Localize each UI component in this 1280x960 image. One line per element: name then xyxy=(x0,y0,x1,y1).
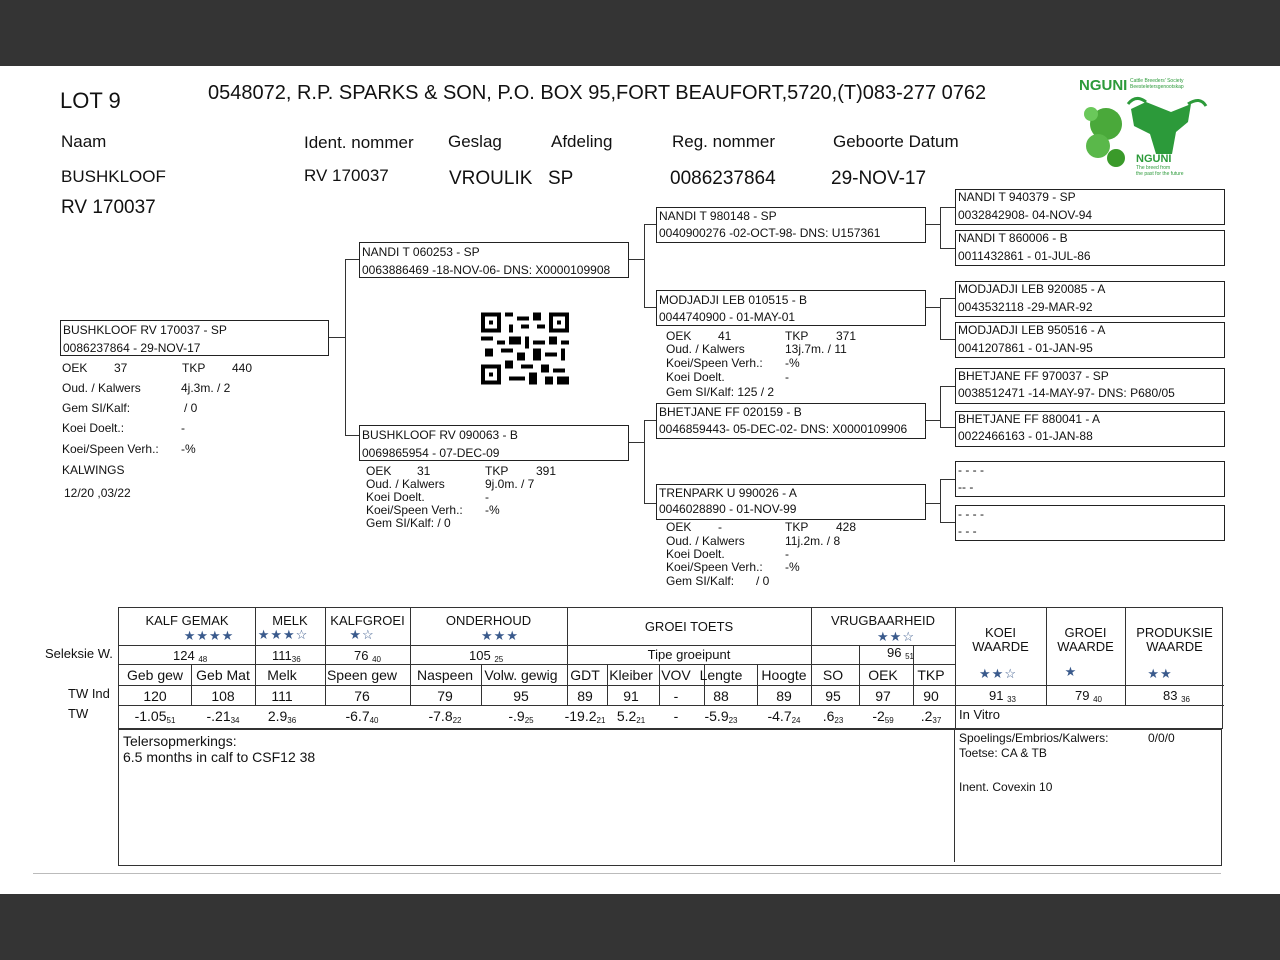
header-koei-waarde: KOEI WAARDE xyxy=(972,625,1029,655)
twind-groei xyxy=(1075,689,1102,704)
twind-sub: 33 xyxy=(1007,695,1016,704)
twind-value: 91 xyxy=(989,688,1004,703)
connector xyxy=(926,420,940,421)
animal-birthdate: 29-NOV-17 xyxy=(831,168,927,189)
stars-produksie: ★★ xyxy=(1147,666,1173,681)
tw-value: 5.2 xyxy=(616,708,637,724)
sel-sub: 36 xyxy=(291,655,301,664)
tw-value: -5.9 xyxy=(704,708,729,724)
tw-value: -2 xyxy=(872,708,885,724)
subject-box xyxy=(60,320,329,356)
twind-cell: 97 xyxy=(875,688,891,704)
gg-line1: NANDI T 940379 - SP xyxy=(958,190,1076,204)
sd-oud: 13j.7m. / 11 xyxy=(785,342,847,356)
sd-oek-label: OEK xyxy=(666,329,692,343)
remarks-box xyxy=(118,728,1222,866)
twind-value: 79 xyxy=(1075,688,1090,703)
col-header: SO xyxy=(822,667,844,683)
sel-sub: 48 xyxy=(198,655,208,664)
connector xyxy=(644,503,656,504)
animal-name: BUSHKLOOF xyxy=(61,167,166,186)
svg-text:The breed from: The breed from xyxy=(1136,165,1171,171)
subject-line2: 0086237864 - 29-NOV-17 xyxy=(63,341,201,355)
gg-line2: 0038512471 -14-MAY-97- DNS: P680/05 xyxy=(958,386,1175,400)
subject-line1: BUSHKLOOF RV 170037 - SP xyxy=(63,323,227,337)
gg-line1: BHETJANE FF 880041 - A xyxy=(958,412,1101,426)
tw-sub: 22 xyxy=(452,716,462,725)
subject-koei: - xyxy=(181,421,185,435)
subject-gem-label: Gem SI/Kalf: xyxy=(62,401,131,415)
tw-sub: 40 xyxy=(369,716,379,725)
tw-cell xyxy=(252,709,312,725)
dam-line2: 0069865954 - 07-DEC-09 xyxy=(362,446,500,460)
gg-box-7 xyxy=(955,461,1225,497)
gg-box-5 xyxy=(955,368,1225,404)
subject-kalwings: 12/20 ,03/22 xyxy=(64,486,131,500)
header-tipe-groeipunt: Tipe groeipunt xyxy=(647,647,731,662)
header-onderhoud: ONDERHOUD xyxy=(445,613,532,628)
sd-tkp: 371 xyxy=(836,329,857,343)
qr-code xyxy=(481,312,569,385)
sire-dam-box xyxy=(656,290,926,326)
tw-cell xyxy=(193,709,253,725)
subject-koei-label: Koei Doelt.: xyxy=(62,421,125,435)
twind-cell: 91 xyxy=(623,688,639,704)
col-header: Hoogte xyxy=(761,667,807,683)
dd-tkp: 428 xyxy=(836,520,857,534)
twind-cell: 89 xyxy=(776,688,792,704)
sel-vrugbaarheid xyxy=(887,646,914,661)
connector xyxy=(644,224,656,225)
label-reg: Reg. nommer xyxy=(672,132,775,151)
connector xyxy=(329,337,345,338)
dd-tkp-label: TKP xyxy=(785,520,809,534)
tw-sub: 34 xyxy=(230,716,240,725)
sd-oek: 41 xyxy=(718,329,732,343)
twind-sub: 40 xyxy=(1093,695,1102,704)
header-produksie-waarde: PRODUKSIE WAARDE xyxy=(1136,625,1213,655)
gg-box-2 xyxy=(955,230,1225,266)
gg-line1: NANDI T 860006 - B xyxy=(958,231,1068,245)
dam-tkp: 391 xyxy=(536,464,557,478)
connector xyxy=(940,298,955,299)
sd-koei: - xyxy=(785,370,789,384)
connector xyxy=(926,307,940,308)
tw-value: -.9 xyxy=(508,708,525,724)
dam-dam-box xyxy=(656,484,926,520)
twind-cell: 88 xyxy=(713,688,729,704)
label-afdeling: Afdeling xyxy=(551,132,613,151)
subject-oek-label: OEK xyxy=(62,361,88,375)
stars-onderhoud: ★★★ xyxy=(481,628,519,643)
tw-sub: 59 xyxy=(884,716,894,725)
sel-kalfgroei xyxy=(354,649,381,664)
label-naam: Naam xyxy=(61,132,107,151)
stars-vrugbaarheid: ★★☆ xyxy=(877,629,915,644)
row-label-tw: TW xyxy=(68,706,89,721)
in-vitro: In Vitro xyxy=(959,707,1000,722)
twind-sub: 36 xyxy=(1181,695,1190,704)
svg-text:Beesteletersgenootskap: Beesteletersgenootskap xyxy=(1130,84,1184,90)
tw-value: - xyxy=(673,708,679,724)
spoelings-value: 0/0/0 xyxy=(1148,731,1175,745)
subject-kalwings-label: KALWINGS xyxy=(62,463,125,477)
connector xyxy=(926,503,940,504)
col-header: Geb gew xyxy=(126,667,184,683)
dd-oud: 11j.2m. / 8 xyxy=(785,534,841,548)
footer-divider xyxy=(33,873,1221,874)
sel-value: 76 xyxy=(354,648,369,663)
sire-line1: NANDI T 060253 - SP xyxy=(362,245,480,259)
gg-line1: - - - - xyxy=(958,507,984,521)
tw-sub: 23 xyxy=(728,716,738,725)
twind-koei xyxy=(989,689,1016,704)
connector xyxy=(644,224,645,308)
twind-cell: - xyxy=(673,688,679,704)
label-geboorte: Geboorte Datum xyxy=(833,132,959,151)
dam-tkp-label: TKP xyxy=(485,464,509,478)
subject-speen-label: Koei/Speen Verh.: xyxy=(62,442,159,456)
row-label-twind: TW Ind xyxy=(68,686,110,701)
tw-cell xyxy=(332,709,392,725)
connector xyxy=(644,420,656,421)
gg-line2: 0022466163 - 01-JAN-88 xyxy=(958,429,1093,443)
svg-text:NGUNI: NGUNI xyxy=(1079,77,1128,94)
subject-oud-label: Oud. / Kalwers xyxy=(62,381,141,395)
lot-number: LOT 9 xyxy=(60,88,121,113)
gg-line1: BHETJANE FF 970037 - SP xyxy=(958,369,1109,383)
tw-cell xyxy=(491,709,551,725)
stars-koei: ★★☆ xyxy=(979,666,1017,681)
connector xyxy=(629,442,644,443)
toetse: Toetse: CA & TB xyxy=(959,746,1047,760)
col-header: VOV xyxy=(661,667,691,683)
gg-line2: 0041207861 - 01-JAN-95 xyxy=(958,341,1093,355)
remarks-title: Telersopmerkings: xyxy=(123,733,237,749)
header-groei-toets: GROEI TOETS xyxy=(644,619,734,634)
dam-koei-label: Koei Doelt. xyxy=(366,490,425,504)
animal-geslag: VROULIK xyxy=(449,168,533,189)
tw-value: -19.2 xyxy=(564,708,597,724)
tw-sub: 51 xyxy=(166,716,176,725)
tw-cell xyxy=(901,709,961,725)
subject-speen: -% xyxy=(181,442,196,456)
connector xyxy=(940,339,955,340)
tw-value: -7.8 xyxy=(428,708,453,724)
subject-gem: / 0 xyxy=(184,401,198,415)
stars-kalfgroei: ★☆ xyxy=(349,627,375,642)
tw-sub: 24 xyxy=(791,716,801,725)
gg-line2: 0032842908- 04-NOV-94 xyxy=(958,208,1093,222)
header-melk: MELK xyxy=(272,613,308,628)
gg-box-1 xyxy=(955,189,1225,225)
connector xyxy=(940,298,941,340)
connector xyxy=(940,207,941,249)
dam-sire-box xyxy=(656,403,926,439)
subject-tkp-label: TKP xyxy=(182,361,206,375)
svg-text:Cattle Breeders' Society: Cattle Breeders' Society xyxy=(1130,78,1184,84)
gg-line1: MODJADJI LEB 950516 - A xyxy=(958,323,1106,337)
twind-cell: 90 xyxy=(923,688,939,704)
connector xyxy=(940,207,955,208)
remarks-text: 6.5 months in calf to CSF12 38 xyxy=(123,749,316,765)
col-header: Melk xyxy=(267,667,297,683)
dd-oek: - xyxy=(718,520,722,534)
twind-cell: 95 xyxy=(513,688,529,704)
sire-box xyxy=(359,242,629,278)
dam-speen: -% xyxy=(485,503,500,517)
twind-value: 83 xyxy=(1163,688,1178,703)
sd-tkp-label: TKP xyxy=(785,329,809,343)
sel-onderhoud xyxy=(469,649,503,664)
header-kalf-gemak: KALF GEMAK xyxy=(145,613,229,628)
animal-afdeling: SP xyxy=(548,168,574,189)
dd-line2: 0046028890 - 01-NOV-99 xyxy=(659,502,797,516)
header-groei-waarde: GROEI WAARDE xyxy=(1057,625,1114,655)
tw-sub: 21 xyxy=(596,716,606,725)
subject-tkp: 440 xyxy=(232,361,253,375)
tw-value: .2 xyxy=(920,708,933,724)
breeding-values-table xyxy=(118,607,1223,729)
col-header: Volw. gewig xyxy=(484,667,558,683)
svg-text:the past for the future: the past for the future xyxy=(1136,171,1184,177)
dd-gem: / 0 xyxy=(756,574,770,588)
sel-value: 124 xyxy=(173,648,195,663)
gg-line2: -- - xyxy=(958,480,974,494)
label-geslag: Geslag xyxy=(448,132,502,151)
dd-speen: -% xyxy=(785,560,800,574)
sel-sub: 25 xyxy=(494,655,504,664)
gg-line1: MODJADJI LEB 920085 - A xyxy=(958,282,1106,296)
connector xyxy=(644,420,645,504)
stars-groei: ★ xyxy=(1064,664,1078,679)
dam-koei: - xyxy=(485,490,489,504)
catalogue-page xyxy=(0,66,1280,894)
twind-cell: 108 xyxy=(211,688,235,704)
dam-oek-label: OEK xyxy=(366,464,392,478)
dam-line1: BUSHKLOOF RV 090063 - B xyxy=(362,428,518,442)
connector xyxy=(940,427,955,428)
twind-produksie xyxy=(1163,689,1190,704)
sel-sub: 40 xyxy=(372,655,381,664)
nguni-logo xyxy=(1076,74,1212,178)
sel-sub: 51 xyxy=(905,652,914,661)
connector xyxy=(940,522,955,523)
gg-line2: - - - xyxy=(958,524,977,538)
gg-line2: 0043532118 -29-MAR-92 xyxy=(958,300,1093,314)
col-header: GDT xyxy=(570,667,600,683)
sire-sire-box xyxy=(656,207,926,243)
col-header: Kleiber xyxy=(609,667,653,683)
animal-ident: RV 170037 xyxy=(304,166,389,185)
connector xyxy=(345,435,360,436)
tw-sub: 23 xyxy=(834,716,844,725)
stars-melk: ★★★☆ xyxy=(257,627,309,642)
dam-gem-label: Gem SI/Kalf: / 0 xyxy=(366,516,451,530)
ss-line1: NANDI T 980148 - SP xyxy=(659,209,777,223)
connector xyxy=(940,479,955,480)
twind-cell: 76 xyxy=(354,688,370,704)
gg-box-8 xyxy=(955,505,1225,541)
sel-value: 111 xyxy=(272,648,292,663)
tw-cell xyxy=(415,709,475,725)
ss-line2: 0040900276 -02-OCT-98- DNS: U157361 xyxy=(659,226,881,240)
dd-koei: - xyxy=(785,547,789,561)
gg-line1: - - - - xyxy=(958,463,984,477)
connector xyxy=(644,307,656,308)
sd-koei-label: Koei Doelt. xyxy=(666,370,725,384)
subject-oek: 37 xyxy=(114,361,128,375)
tw-cell xyxy=(691,709,751,725)
connector xyxy=(940,386,955,387)
tw-sub: 21 xyxy=(636,716,646,725)
twind-cell: 79 xyxy=(437,688,453,704)
animal-reg: 0086237864 xyxy=(670,168,776,189)
connector xyxy=(940,479,941,523)
ds-line1: BHETJANE FF 020159 - B xyxy=(659,405,802,419)
subject-oud: 4j.3m. / 2 xyxy=(181,381,231,395)
tw-value: -6.7 xyxy=(345,708,370,724)
dd-gem-label: Gem SI/Kalf: xyxy=(666,574,735,588)
col-header: Lengte xyxy=(699,667,743,683)
connector xyxy=(345,259,346,436)
sel-melk xyxy=(272,649,301,664)
connector xyxy=(926,224,940,225)
tw-value: -4.7 xyxy=(767,708,792,724)
sd-gem-label: Gem SI/Kalf: 125 / 2 xyxy=(666,385,775,399)
dd-oud-label: Oud. / Kalwers xyxy=(666,534,745,548)
gg-box-3 xyxy=(955,281,1225,317)
header-vrugbaarheid: VRUGBAARHEID xyxy=(830,613,936,628)
col-header: OEK xyxy=(868,667,898,683)
tw-sub: 25 xyxy=(524,716,534,725)
connector xyxy=(940,386,941,428)
spoelings-label: Spoelings/Embrios/Kalwers: xyxy=(959,731,1109,745)
twind-cell: 111 xyxy=(271,688,293,704)
dd-speen-label: Koei/Speen Verh.: xyxy=(666,560,763,574)
owner-line: 0548072, R.P. SPARKS & SON, P.O. BOX 95,FORT BEAUFORT,5720,(T)083-277 0762 xyxy=(208,82,987,104)
dam-speen-label: Koei/Speen Verh.: xyxy=(366,503,463,517)
row-label-seleksie: Seleksie W. xyxy=(45,646,113,661)
sd-oud-label: Oud. / Kalwers xyxy=(666,342,745,356)
col-header: TKP xyxy=(917,667,945,683)
connector xyxy=(629,259,644,260)
tw-value: 2.9 xyxy=(267,708,288,724)
col-header: Naspeen xyxy=(416,667,474,683)
connector xyxy=(940,248,955,249)
sd-speen-label: Koei/Speen Verh.: xyxy=(666,356,763,370)
svg-text:NGUNI: NGUNI xyxy=(1136,153,1172,165)
tw-sub: 36 xyxy=(287,716,297,725)
sd-line2: 0044740900 - 01-MAY-01 xyxy=(659,310,796,324)
dam-oud-label: Oud. / Kalwers xyxy=(366,477,445,491)
label-ident: Ident. nommer xyxy=(304,133,414,152)
inentings: Inent. Covexin 10 xyxy=(959,780,1053,794)
twind-cell: 95 xyxy=(825,688,841,704)
dd-line1: TRENPARK U 990026 - A xyxy=(659,486,797,500)
tw-value: -1.05 xyxy=(134,708,167,724)
gg-box-4 xyxy=(955,322,1225,358)
gg-box-6 xyxy=(955,411,1225,447)
sd-speen: -% xyxy=(785,356,800,370)
ds-line2: 0046859443- 05-DEC-02- DNS: X0000109906 xyxy=(659,422,908,436)
col-header: Geb Mat xyxy=(196,667,250,683)
dam-box xyxy=(359,425,629,461)
dam-oek: 31 xyxy=(417,464,431,478)
twind-cell: 120 xyxy=(143,688,167,704)
header-kalfgroei: KALFGROEI xyxy=(330,613,405,628)
sel-value: 105 xyxy=(469,648,491,663)
sire-line2: 0063886469 -18-NOV-06- DNS: X0000109908 xyxy=(362,263,611,277)
tw-cell xyxy=(125,709,185,725)
sel-value: 96 xyxy=(887,645,902,660)
sel-kalf xyxy=(173,649,207,664)
dam-oud: 9j.0m. / 7 xyxy=(485,477,535,491)
twind-cell: 89 xyxy=(577,688,593,704)
tw-value: .6 xyxy=(822,708,835,724)
tw-value: -.21 xyxy=(206,708,231,724)
dd-oek-label: OEK xyxy=(666,520,692,534)
col-header: Speen gew xyxy=(326,667,398,683)
tw-sub: 37 xyxy=(932,716,942,725)
sd-line1: MODJADJI LEB 010515 - B xyxy=(659,293,808,307)
dd-koei-label: Koei Doelt. xyxy=(666,547,725,561)
gg-line2: 0011432861 - 01-JUL-86 xyxy=(958,249,1091,263)
connector xyxy=(345,259,360,260)
animal-ident-large: RV 170037 xyxy=(61,197,156,218)
stars-kalf: ★★★★ xyxy=(183,628,235,643)
